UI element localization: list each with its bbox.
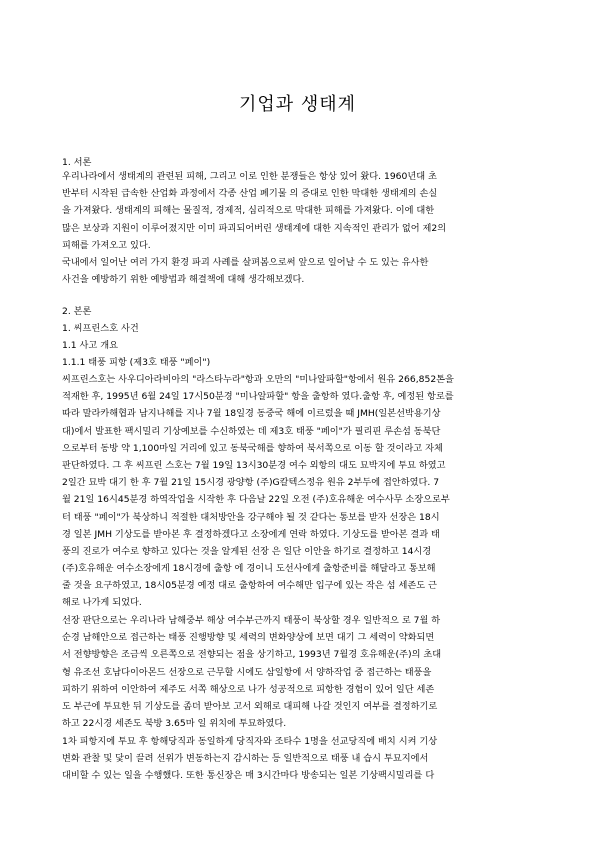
text-line: 2일간 묘박 대기 한 후 7월 21일 15시경 광양항 (주)G칼텍스정유 원유 2부두에 접안하였다. 7 xyxy=(62,477,440,489)
text-line: 많은 보상과 지원이 이루어졌지만 이미 파괴되어버린 생태계에 대한 지속적인 관리가 없어 제2의 xyxy=(62,222,447,234)
section1-paragraph-1 xyxy=(62,168,532,254)
text-line: 해로 나가게 되었다. xyxy=(62,597,142,609)
section2-paragraph-1 xyxy=(62,371,532,612)
text-line: 터 태풍 "페이"가 북상하니 적절한 대처방안을 강구해야 될 것 같다는 통보를 받자 선장은 18시 xyxy=(62,511,440,523)
text-line: 선장 판단으로는 우리나라 남해중부 해상 여수부근까지 태풍이 북상할 경우 일반적으 로 7월 하 xyxy=(62,615,441,626)
text-line: 형 유조선 호남다이아몬드 선장으로 근무할 시에도 삼일항에 서 양하작업 중 접근하는 태풍을 xyxy=(62,666,432,678)
text-line: 1차 피항지에 투묘 후 항해당직과 동일하게 당직자와 조타수 1명을 선교당직에 배치 시켜 기상 xyxy=(62,736,438,747)
text-line: 대)에서 발표한 팩시밀리 기상예보를 수신하였는 데 제3호 태풍 "페이"가 필리핀 루손섬 동북단 xyxy=(62,425,441,437)
text-line: 피해를 가져오고 있다. xyxy=(62,239,151,251)
text-line: 순경 남해안으로 접근하는 태풍 진행방향 및 세력의 변화양상에 보면 대기 그 세력이 약화되면 xyxy=(62,632,435,644)
text-line: 피하기 위하여 이안하여 제주도 서쪽 해상으로 나가 성공적으로 피항한 경험이 있어 일단 세존 xyxy=(62,683,435,695)
text-line: 으로부터 동방 약 1,100마일 거리에 있고 동북국해를 향하여 북서쪽으로 이동 할 것이라고 자체 xyxy=(62,442,443,454)
text-line: 반부터 시작된 급속한 산업화 과정에서 각종 산업 폐기물 의 증대로 인한 막대한 생태계의 손실 xyxy=(62,188,438,200)
text-line: 하고 22시경 세존도 북방 3.65마 일 위치에 투묘하였다. xyxy=(62,718,287,730)
subheading-1-1-1: 1.1.1 태풍 피항 (제3호 태풍 "페이") xyxy=(62,357,211,368)
section2-paragraph-3 xyxy=(62,733,532,785)
text-line: 월 21일 16시45분경 하역작업을 시작한 후 다음날 22일 오전 (주)호유해운 여수사무 소장으로부 xyxy=(62,494,450,506)
text-line: 서 전향방향은 조금씩 오른쪽으로 전향되는 점을 상기하고, 1993년 7월경 호유해운(주)의 초대 xyxy=(62,649,442,661)
text-line: 국내에서 일어난 여러 가지 환경 파괴 사례를 살펴봄으로써 앞으로 일어날 수 도 있는 유사한 xyxy=(62,257,429,268)
text-line: (주)호유해운 여수소장에게 18시경에 출항 에 경이니 도선사에게 출항준비를 해달라고 통보해 xyxy=(62,563,436,575)
text-line: 도 부근에 투묘한 뒤 기상도를 좀더 받아보 고서 외해로 대피해 나갈 것인지 여부를 결정하기로 xyxy=(62,700,438,712)
text-line: 풍의 진로가 여수로 향하고 있다는 것을 알게된 선장 은 일단 이안을 하기로 결정하고 14시경 xyxy=(62,545,432,557)
section2-paragraph-2 xyxy=(62,612,532,732)
text-line: 을 가져왔다. 생태계의 피해는 물질적, 경제적, 심리적으로 막대한 피해를 가져왔다. 이에 대한 xyxy=(62,205,435,217)
text-line: 대비할 수 있는 일을 수행했다. 또한 통신장은 매 3시간마다 방송되는 일본 기상팩시밀리를 다 xyxy=(62,770,435,782)
section1-paragraph-2 xyxy=(62,254,532,288)
text-line: 변화 관찰 및 닻이 끌려 선위가 변동하는지 감시하는 등 일반적으로 태풍 내 습시 투묘지에서 xyxy=(62,753,429,765)
text-line: 적재한 후, 1995년 6월 24일 17시50분경 "미나알파할" 항을 출항하 였다.출항 후, 예정된 항로를 xyxy=(62,391,454,403)
subheading-1-1: 1.1 사고 개요 xyxy=(62,340,118,351)
text-line: 따라 말라카해협과 남지나해를 지나 7월 18일경 동중국 해에 이르렀을 때 JMH(일본선박용기상 xyxy=(62,408,441,420)
text-line: 씨프린스호는 사우디아라비아의 "라스타누라"항과 오만의 "미나알파할"항에서 원유 266,852톤을 xyxy=(62,374,454,385)
text-line: 우리나라에서 생태계의 관련된 피해, 그리고 이로 인한 분쟁들은 항상 있어 왔다. 1960년대 초 xyxy=(62,171,437,182)
subheading-1: 1. 씨프린스호 사건 xyxy=(62,323,139,334)
text-line: 사건을 예방하기 위한 예방법과 해결책에 대해 생각해보겠다. xyxy=(62,274,305,286)
text-line: 판단하였다. 그 후 씨프린 스호는 7월 19일 13시30분경 여수 외항의 대도 묘박지에 투묘 하였고 xyxy=(62,459,446,471)
section2-heading: 2. 본론 xyxy=(62,306,92,317)
text-line: 줄 것을 요구하였고, 18시05분경 예정 대로 출항하여 여수해만 입구에 있는 작은 섬 세존도 근 xyxy=(62,580,437,592)
document-title: 기업과 생태계 xyxy=(238,94,357,115)
section1-heading: 1. 서론 xyxy=(62,157,92,168)
text-line: 경 일본 JMH 기상도를 받아본 후 결정하겠다고 소장에게 연락 하였다. 기상도를 받아본 결과 태 xyxy=(62,528,440,540)
